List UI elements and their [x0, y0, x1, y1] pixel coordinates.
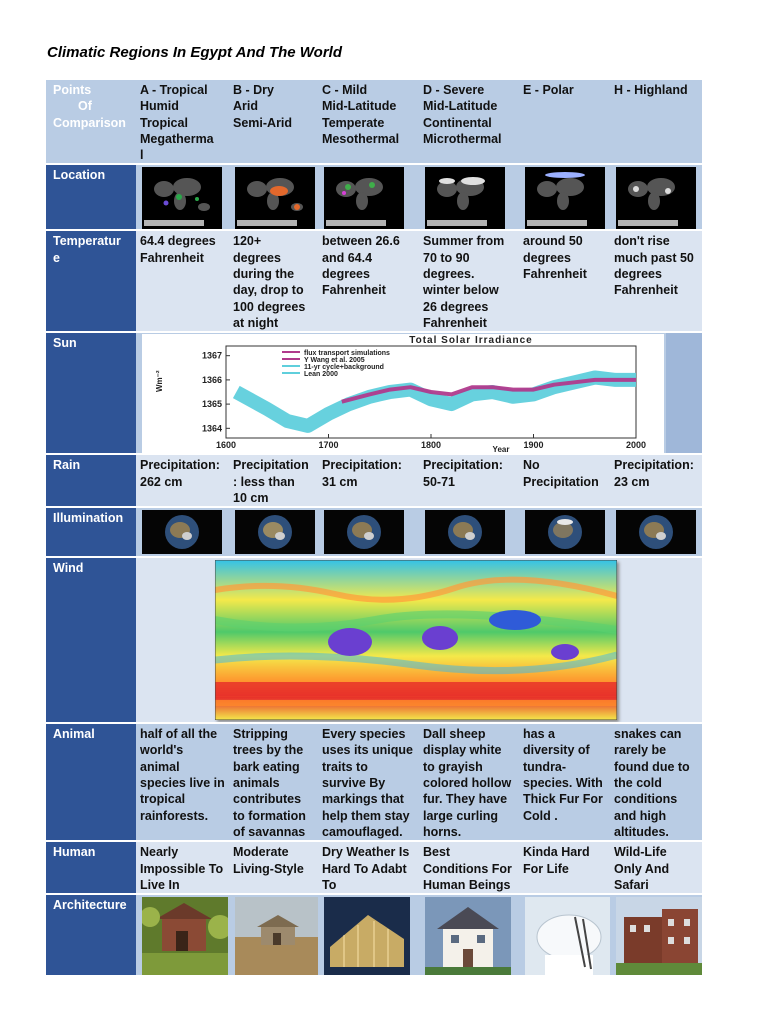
cell-line: Live In — [140, 877, 180, 892]
column-header — [610, 80, 702, 164]
rain-row — [46, 454, 702, 507]
x-axis-label: Year — [492, 445, 510, 455]
cell-line: survive By — [322, 776, 386, 791]
row-label: Rain — [46, 454, 136, 507]
chart-title: Total Solar Irradiance — [409, 335, 533, 347]
cell-line: Cold . — [523, 808, 558, 823]
cell-line: Mid-Latitude — [322, 99, 397, 114]
cell-line: No — [523, 458, 540, 473]
cell-line: 23 cm — [614, 474, 650, 489]
cell-text — [229, 455, 318, 506]
globe-image — [235, 510, 315, 554]
cell-line: To — [322, 877, 337, 892]
igloo-photo — [525, 897, 610, 975]
cell-text — [610, 80, 702, 98]
row-label: Wind — [46, 557, 136, 723]
row-label: Sun — [46, 332, 136, 454]
cell-line: species. With — [523, 776, 603, 791]
cell-text — [610, 724, 702, 840]
cell-text — [610, 455, 702, 490]
cell-line: tropical — [140, 792, 186, 807]
cell-text — [136, 231, 229, 266]
sun-row — [46, 332, 702, 454]
globe-image — [425, 510, 505, 554]
cell-line: Dall sheep — [423, 727, 486, 742]
row-label: Location — [46, 164, 136, 230]
cell-line: 64.4 degrees — [140, 234, 216, 249]
column-header — [519, 80, 610, 164]
cell-line: found due to — [614, 759, 690, 774]
x-tick-label: 1600 — [215, 440, 237, 451]
cell-line: Hard To Adabt — [322, 861, 407, 876]
cell-line: D - Severe — [423, 83, 485, 97]
corner-line: Comparison — [53, 115, 126, 130]
desert-house-photo — [235, 897, 318, 975]
legend-label: Lean 2000 — [304, 371, 338, 379]
cell-line: Tropical — [140, 115, 188, 130]
koppen-map-image — [324, 167, 404, 229]
x-tick-label: 2000 — [625, 440, 647, 451]
cell-line: degrees — [523, 250, 571, 265]
cell-line: Mesothermal — [322, 131, 400, 146]
cell-line: For Life — [523, 861, 569, 876]
cell-line: display white — [423, 743, 502, 758]
cell-line: tundra- — [523, 759, 567, 774]
cell-line: snakes can — [614, 727, 682, 742]
row-label: Illumination — [46, 507, 136, 557]
cell-line: world's — [140, 743, 184, 758]
cell-line: Semi-Arid — [233, 115, 293, 130]
cell-text — [610, 842, 702, 893]
corner-line: Points — [53, 83, 92, 97]
column-header — [229, 80, 318, 164]
architecture-row — [46, 894, 702, 976]
cell-line: Mid-Latitude — [423, 99, 498, 114]
row-label-line: e — [53, 250, 60, 265]
cell-line: uses its unique — [322, 743, 413, 758]
cell-text — [519, 842, 610, 877]
cell-line: and high — [614, 808, 667, 823]
cell-text — [136, 80, 229, 163]
cell-line: Megatherma — [140, 131, 214, 146]
cell-line: Arid — [233, 99, 258, 114]
legend-label: 11-yr cycle+background — [304, 364, 384, 372]
cell-line: 50-71 — [423, 474, 455, 489]
header-row — [46, 80, 702, 164]
cell-line: Only And — [614, 861, 670, 876]
cell-text — [519, 231, 610, 282]
cell-line: Precipitation: — [423, 458, 503, 473]
cell-line: Continental — [423, 115, 492, 130]
cell-text — [136, 842, 229, 893]
globe-image — [616, 510, 696, 554]
cell-line: l — [140, 148, 144, 163]
cell-line: 100 degrees — [233, 299, 306, 314]
cell-line: 26 degrees — [423, 299, 489, 314]
x-tick-label: 1800 — [420, 440, 442, 451]
y-tick-label: 1367 — [201, 350, 222, 361]
cell-line: traits to — [322, 759, 368, 774]
cell-line: Temperate — [322, 115, 385, 130]
globe-image — [324, 510, 404, 554]
cell-line: Human Beings — [423, 877, 511, 892]
cell-text — [229, 842, 318, 877]
cell-line: diversity of — [523, 743, 590, 758]
cell-line: Safari — [614, 877, 649, 892]
cell-text — [318, 80, 419, 147]
cell-text — [519, 80, 610, 98]
cell-line: degrees — [614, 267, 662, 282]
cell-line: Impossible To — [140, 861, 224, 876]
tropical-hut-photo — [142, 897, 228, 975]
cell-line: Every species — [322, 727, 406, 742]
glass-house-photo — [324, 897, 410, 975]
cell-line: Thick Fur For — [523, 792, 603, 807]
cell-text — [318, 231, 419, 298]
cell-line: between 26.6 — [322, 234, 400, 249]
temperature-row — [46, 230, 702, 332]
cell-line: Wild-Life — [614, 845, 667, 860]
corner-line: Of — [78, 99, 92, 114]
koppen-map-image — [525, 167, 605, 229]
cell-line: animals — [233, 776, 280, 791]
cell-line: the cold — [614, 776, 662, 791]
cell-line: H - Highland — [614, 83, 688, 97]
cell-line: 262 cm — [140, 474, 183, 489]
cell-line: animal — [140, 759, 180, 774]
cell-line: has a — [523, 727, 555, 742]
row-label: Human — [46, 841, 136, 894]
cell-line: Moderate — [233, 845, 289, 860]
cell-line: Precipitation: — [614, 458, 694, 473]
brick-building-photo — [616, 897, 702, 975]
cell-line: Dry Weather Is — [322, 845, 410, 860]
cell-line: around 50 — [523, 234, 583, 249]
cell-line: at night — [233, 315, 279, 330]
cell-line: Living-Style — [233, 861, 304, 876]
cell-line: Humid — [140, 99, 179, 114]
cell-line: during the — [233, 267, 295, 282]
cell-line: Precipitation — [233, 458, 309, 473]
y-tick-label: 1364 — [201, 423, 222, 434]
cell-line: trees by the — [233, 743, 304, 758]
cell-line: 70 to 90 — [423, 250, 470, 265]
column-header — [136, 80, 229, 164]
cell-line: contributes — [233, 792, 302, 807]
row-label-line: Temperatur — [53, 234, 121, 249]
cell-text — [519, 724, 610, 824]
cell-line: degrees. — [423, 267, 475, 282]
cell-line: and 64.4 — [322, 250, 373, 265]
cell-line: Fahrenheit — [423, 315, 487, 330]
cell-line: A - Tropical — [140, 83, 208, 97]
koppen-map-image — [142, 167, 222, 229]
cell-line: degrees — [322, 267, 370, 282]
cell-line: winter below — [423, 283, 499, 298]
cell-line: species live in — [140, 776, 225, 791]
cell-text — [519, 455, 610, 490]
cell-line: fur. They have — [423, 792, 508, 807]
cell-line: C - Mild — [322, 83, 368, 97]
cell-line: degrees — [233, 250, 281, 265]
cell-line: Fahrenheit — [322, 283, 386, 298]
globe-image — [525, 510, 605, 554]
cell-line: : less than — [233, 474, 295, 489]
cell-line: 120+ — [233, 234, 262, 249]
column-header — [419, 80, 519, 164]
solar-irradiance-chart — [142, 334, 664, 454]
cell-line: Kinda Hard — [523, 845, 590, 860]
cell-line: rainforests. — [140, 808, 209, 823]
comparison-table — [46, 80, 702, 977]
cell-line: Summer from — [423, 234, 505, 249]
cell-line: camouflaged. — [322, 824, 403, 839]
cell-line: half of all the — [140, 727, 218, 742]
cell-line: of savannas — [233, 824, 306, 839]
y-axis-label: Wm⁻² — [155, 370, 164, 393]
y-tick-label: 1365 — [201, 399, 222, 410]
cell-text — [318, 842, 419, 893]
cell-line: Nearly — [140, 845, 179, 860]
cell-line: markings that — [322, 792, 404, 807]
row-label — [46, 230, 136, 332]
cell-line: 31 cm — [322, 474, 358, 489]
cell-line: conditions — [614, 792, 678, 807]
cell-line: Precipitation — [523, 474, 599, 489]
row-label: Animal — [46, 723, 136, 841]
cell-text — [229, 80, 318, 131]
legend-label: Y Wang et al. 2005 — [304, 357, 365, 365]
cell-line: horns. — [423, 824, 462, 839]
cell-line: Microthermal — [423, 131, 502, 146]
cell-text — [419, 455, 519, 490]
human-row — [46, 841, 702, 894]
cell-text — [229, 724, 318, 840]
cell-line: Fahrenheit — [140, 250, 204, 265]
cell-text — [419, 231, 519, 331]
y-tick-label: 1366 — [201, 375, 222, 386]
cell-line: E - Polar — [523, 83, 574, 97]
suburban-house-photo — [425, 897, 511, 975]
cell-text — [318, 724, 419, 840]
series-line — [236, 378, 636, 426]
cell-line: much past 50 — [614, 250, 694, 265]
cell-text — [136, 455, 229, 490]
cell-line: large curling — [423, 808, 499, 823]
cell-text — [419, 724, 519, 840]
cell-line: to formation — [233, 808, 306, 823]
cell-line: Fahrenheit — [523, 267, 587, 282]
koppen-map-image — [425, 167, 505, 229]
cell-line: help them stay — [322, 808, 410, 823]
wind-map-image — [215, 560, 617, 720]
koppen-map-image — [235, 167, 315, 229]
cell-line: to grayish — [423, 759, 483, 774]
globe-image — [142, 510, 222, 554]
x-tick-label: 1900 — [523, 440, 544, 451]
cell-text — [318, 455, 419, 490]
x-tick-label: 1700 — [318, 440, 339, 451]
cell-line: Fahrenheit — [614, 283, 678, 298]
koppen-map-image — [616, 167, 696, 229]
wind-row — [46, 557, 702, 723]
illumination-row — [46, 507, 702, 557]
cell-line: B - Dry — [233, 83, 274, 97]
row-label: Architecture — [46, 894, 136, 976]
animal-row — [46, 723, 702, 841]
location-row — [46, 164, 702, 230]
cell-text — [136, 724, 229, 824]
column-header — [318, 80, 419, 164]
cell-line: day, drop to — [233, 283, 304, 298]
cell-line: altitudes. — [614, 824, 669, 839]
legend-label: flux transport simulations — [304, 350, 390, 358]
cell-line: 10 cm — [233, 490, 269, 505]
cell-line: Precipitation: — [322, 458, 402, 473]
cell-text — [229, 231, 318, 331]
cell-text — [610, 231, 702, 298]
cell-text — [419, 842, 519, 893]
cell-line: colored hollow — [423, 776, 512, 791]
cell-text — [419, 80, 519, 147]
document-title: Climatic Regions In Egypt And The World — [47, 44, 343, 61]
cell-line: Conditions For — [423, 861, 512, 876]
corner-cell — [46, 80, 136, 164]
cell-line: Stripping — [233, 727, 288, 742]
cell-line: don't rise — [614, 234, 670, 249]
cell-line: rarely be — [614, 743, 667, 758]
cell-line: Best — [423, 845, 451, 860]
cell-line: bark eating — [233, 759, 300, 774]
cell-line: Precipitation: — [140, 458, 220, 473]
